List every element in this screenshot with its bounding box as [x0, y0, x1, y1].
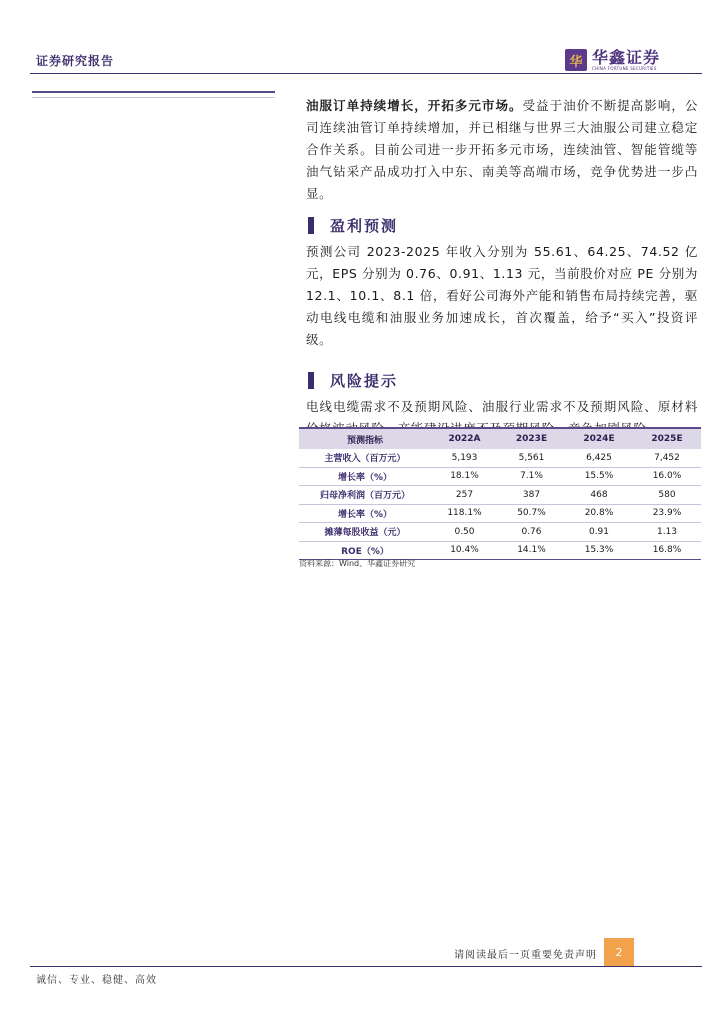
row-label: ROE（%）: [299, 541, 431, 560]
company-logo: [565, 46, 675, 74]
table-row: [299, 486, 701, 505]
table-cell: 10.4%: [431, 541, 498, 560]
table-cell: 14.1%: [498, 541, 565, 560]
table-row: [299, 541, 701, 560]
table-cell: 0.91: [565, 523, 633, 542]
section-title-forecast: [306, 213, 698, 237]
row-label: 增长率（%）: [299, 504, 431, 523]
table-row: [299, 523, 701, 542]
table-cell: 15.5%: [565, 467, 633, 486]
paragraph-oil-service: [306, 95, 698, 205]
table-cell: 0.50: [431, 523, 498, 542]
row-label: 增长率（%）: [299, 467, 431, 486]
table-cell: 468: [565, 486, 633, 505]
main-content: [306, 95, 698, 440]
row-label: 主营收入（百万元）: [299, 449, 431, 467]
table-cell: 16.8%: [633, 541, 701, 560]
table-header-row: [299, 428, 701, 449]
sidebar-divider: [32, 91, 275, 98]
table-cell: 23.9%: [633, 504, 701, 523]
table-header-cell: 2024E: [565, 428, 633, 449]
table-cell: 7,452: [633, 449, 701, 467]
table-cell: 50.7%: [498, 504, 565, 523]
table-cell: 16.0%: [633, 467, 701, 486]
table-row: [299, 449, 701, 467]
footer-divider: [30, 966, 702, 967]
table-header-cell: 2025E: [633, 428, 701, 449]
table-cell: 18.1%: [431, 467, 498, 486]
table-row: [299, 467, 701, 486]
table-cell: 118.1%: [431, 504, 498, 523]
table-cell: 20.8%: [565, 504, 633, 523]
logo-emblem-icon: 华: [565, 49, 587, 71]
table-row: [299, 504, 701, 523]
logo-name-cn: 华鑫证券: [592, 47, 661, 67]
section-title-text: 盈利预测: [330, 216, 399, 235]
page-number: 2: [604, 938, 634, 966]
paragraph-risk: 电线电缆需求不及预期风险、油服行业需求不及预期风险、原材料: [306, 399, 698, 414]
section-marker: [308, 372, 314, 389]
disclaimer-note: 请阅读最后一页重要免责声明: [454, 950, 597, 961]
table-cell: 15.3%: [565, 541, 633, 560]
table-cell: 5,193: [431, 449, 498, 467]
table-cell: 5,561: [498, 449, 565, 467]
footer-slogan: 诚信、专业、稳健、高效: [36, 975, 157, 986]
table-cell: 580: [633, 486, 701, 505]
table-cell: 257: [431, 486, 498, 505]
table-cell: 7.1%: [498, 467, 565, 486]
logo-name-en: CHINA FORTUNE SECURITIES: [592, 65, 657, 71]
table-header-cell: 2022A: [431, 428, 498, 449]
table-header-cell: 预测指标: [299, 428, 431, 449]
table-cell: 1.13: [633, 523, 701, 542]
row-label: 摊薄每股收益（元）: [299, 523, 431, 542]
section-title-risk: [306, 368, 698, 392]
paragraph-text: 受益于油价不断提高影响，公司连续油管订单持续增加，并已相继与世界三大油服公司建立稳定合作关系。目前公司进一步开拓多元市场，连续油管、智能管缆等油气钻采产品成功打入中东、南美等高端市场，竞争优势进一步凸显。: [306, 98, 698, 201]
paragraph-forecast: 预测公司 2023-2025 年收入分别为 55.61、64.25、74.52 亿元，EPS 分别为 0.76、0.91、1.13 元，当前股价对应 PE 分别为 12.1、10.1、8.1 倍，看好公司海外产能和销售布局持续完善，驱动电线电缆和油服业务加速成长，首次覆盖，给予“买入”投资评级。: [306, 244, 698, 347]
section-title-text: 风险提示: [330, 371, 399, 390]
forecast-table: [299, 427, 701, 560]
row-label: 归母净利润（百万元）: [299, 486, 431, 505]
table-cell: 387: [498, 486, 565, 505]
report-type-label: 证券研究报告: [36, 54, 115, 68]
table-header-cell: 2023E: [498, 428, 565, 449]
paragraph-lead: 油服订单持续增长，开拓多元市场。: [306, 98, 523, 113]
table-cell: 6,425: [565, 449, 633, 467]
header-divider: [30, 73, 702, 74]
table-source-note: 资料来源：Wind、华鑫证券研究: [299, 559, 416, 568]
table-cell: 0.76: [498, 523, 565, 542]
section-marker: [308, 217, 314, 234]
